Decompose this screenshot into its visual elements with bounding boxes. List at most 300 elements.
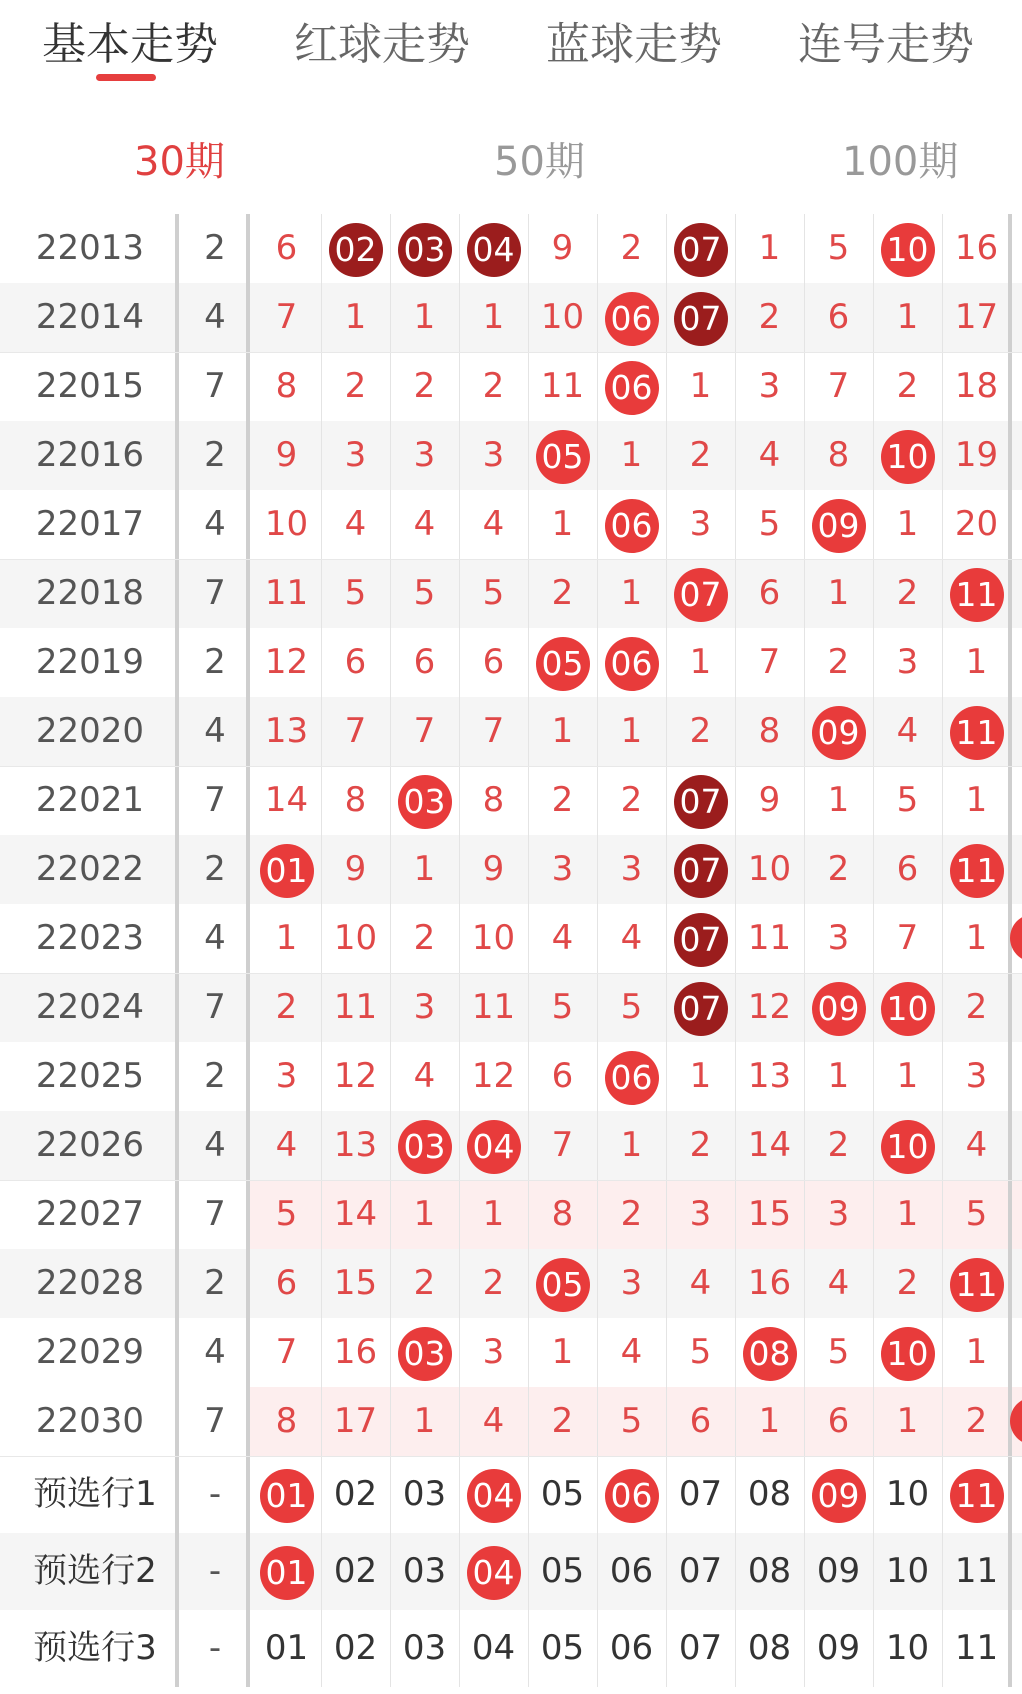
number-cell: 4	[965, 1125, 988, 1165]
sum-value: 4	[204, 1125, 226, 1165]
number-cell: 2	[482, 1263, 505, 1303]
table-row	[0, 559, 1022, 628]
number-cell[interactable]	[252, 1533, 321, 1610]
preselect-label: 预选行1	[33, 1474, 157, 1514]
column-divider	[321, 214, 322, 1687]
number-cell: 1	[827, 573, 850, 613]
column-divider	[528, 214, 529, 1687]
period-100[interactable]: 100期	[842, 139, 959, 185]
number-cell: 2	[275, 987, 298, 1027]
issue-number: 22017	[35, 504, 145, 544]
column-divider	[390, 214, 391, 1687]
number-cell: 11	[540, 366, 585, 406]
issue-number: 22021	[35, 780, 145, 820]
table-row	[0, 697, 1022, 766]
number-cell: 1	[413, 1401, 436, 1441]
number-cell: 5	[620, 987, 643, 1027]
number-cell[interactable]: 01	[264, 1628, 309, 1668]
repeat-hit-ball: 07	[674, 844, 728, 898]
number-cell: 3	[689, 1194, 712, 1234]
number-cell: 1	[827, 1056, 850, 1096]
issue-number: 22016	[35, 435, 145, 475]
issue-number: 22030	[35, 1401, 145, 1441]
hit-ball: 09	[812, 499, 866, 553]
number-cell: 11	[471, 987, 516, 1027]
number-cell: 3	[275, 1056, 298, 1096]
number-cell: 17	[333, 1401, 378, 1441]
sum-value: -	[208, 1628, 222, 1668]
issue-number: 22023	[35, 918, 145, 958]
group-divider	[0, 352, 1022, 353]
sum-value: 7	[204, 987, 226, 1027]
number-cell: 1	[758, 1401, 781, 1441]
number-cell: 12	[747, 987, 792, 1027]
number-cell: 4	[482, 1401, 505, 1441]
tab-red-ball-trend[interactable]: 红球走势	[294, 19, 470, 70]
sum-value: 7	[204, 366, 226, 406]
number-cell[interactable]: 07	[678, 1551, 723, 1591]
group-divider	[0, 1180, 1022, 1181]
hit-ball: 01	[260, 844, 314, 898]
number-cell: 4	[758, 435, 781, 475]
number-cell: 3	[551, 849, 574, 889]
number-cell: 1	[551, 1332, 574, 1372]
number-cell	[735, 1318, 804, 1387]
sum-value: 7	[204, 573, 226, 613]
issue-number: 22020	[35, 711, 145, 751]
tab-basic-trend[interactable]: 基本走势	[42, 19, 218, 70]
number-cell: 4	[413, 504, 436, 544]
number-cell: 8	[482, 780, 505, 820]
hit-ball: 05	[536, 430, 590, 484]
number-cell[interactable]: 10	[885, 1628, 930, 1668]
issue-number: 22029	[35, 1332, 145, 1372]
number-cell: 12	[471, 1056, 516, 1096]
number-cell	[942, 697, 1011, 766]
number-cell: 1	[413, 849, 436, 889]
number-cell: 5	[758, 504, 781, 544]
number-cell: 8	[344, 780, 367, 820]
number-cell: 14	[747, 1125, 792, 1165]
number-cell	[597, 352, 666, 421]
column-divider	[666, 214, 667, 1687]
sum-value: 2	[204, 228, 226, 268]
hit-ball: 01	[260, 1469, 314, 1523]
number-cell: 11	[264, 573, 309, 613]
column-divider	[597, 214, 598, 1687]
number-cell	[804, 490, 873, 559]
number-cell: 2	[689, 711, 712, 751]
number-cell: 2	[551, 1401, 574, 1441]
number-cell	[873, 1111, 942, 1180]
number-cell[interactable]: 02	[333, 1628, 378, 1668]
table-row	[0, 214, 1022, 283]
number-cell[interactable]: 10	[885, 1551, 930, 1591]
table-row	[0, 628, 1022, 697]
table-row	[0, 490, 1022, 559]
number-cell[interactable]: 08	[747, 1474, 792, 1514]
group-divider	[0, 973, 1022, 974]
number-cell: 1	[896, 1401, 919, 1441]
number-cell[interactable]: 05	[540, 1474, 585, 1514]
number-cell	[528, 1249, 597, 1318]
hit-ball: 10	[881, 430, 935, 484]
number-cell: 4	[344, 504, 367, 544]
number-cell: 1	[689, 366, 712, 406]
sum-value: 4	[204, 1332, 226, 1372]
table-row	[0, 1180, 1022, 1249]
number-cell	[252, 835, 321, 904]
number-cell: 1	[965, 1332, 988, 1372]
table-row	[0, 1387, 1022, 1456]
issue-number: 22027	[35, 1194, 145, 1234]
number-cell[interactable]: 08	[747, 1628, 792, 1668]
number-cell: 4	[551, 918, 574, 958]
number-cell[interactable]: 03	[402, 1628, 447, 1668]
number-cell: 3	[896, 642, 919, 682]
preselect-row	[0, 1456, 1022, 1533]
sum-value: 7	[204, 1401, 226, 1441]
number-cell[interactable]: 11	[954, 1551, 999, 1591]
number-cell	[597, 283, 666, 352]
number-cell: 10	[333, 918, 378, 958]
number-cell[interactable]: 07	[678, 1628, 723, 1668]
number-cell[interactable]: 06	[609, 1628, 654, 1668]
hit-ball: 04	[467, 1469, 521, 1523]
hit-ball: 09	[812, 1469, 866, 1523]
number-cell: 11	[333, 987, 378, 1027]
number-cell	[666, 904, 735, 973]
number-cell: 1	[689, 642, 712, 682]
table-row	[0, 1249, 1022, 1318]
hit-ball: 06	[605, 1051, 659, 1105]
number-cell[interactable]: 04	[471, 1628, 516, 1668]
number-cell	[528, 421, 597, 490]
number-cell[interactable]	[942, 1456, 1011, 1533]
number-cell: 7	[758, 642, 781, 682]
hit-ball: 04	[467, 1120, 521, 1174]
number-cell[interactable]	[597, 1456, 666, 1533]
number-cell: 5	[689, 1332, 712, 1372]
number-cell: 10	[264, 504, 309, 544]
sum-value: 2	[204, 642, 226, 682]
number-cell[interactable]: 09	[816, 1551, 861, 1591]
number-cell	[942, 1249, 1011, 1318]
hit-ball: 01	[260, 1546, 314, 1600]
hit-ball: 05	[536, 637, 590, 691]
issue-number: 22018	[35, 573, 145, 613]
number-cell: 6	[275, 1263, 298, 1303]
number-cell: 7	[344, 711, 367, 751]
number-cell: 5	[482, 573, 505, 613]
preselect-label: 预选行3	[33, 1628, 157, 1668]
number-cell: 13	[264, 711, 309, 751]
number-cell	[873, 214, 942, 283]
table-row	[0, 1318, 1022, 1387]
period-selector	[0, 120, 1022, 190]
hit-ball: 09	[812, 706, 866, 760]
hit-ball: 11	[950, 706, 1004, 760]
number-cell[interactable]	[459, 1456, 528, 1533]
column-divider	[735, 214, 736, 1687]
trend-table	[0, 214, 1022, 1694]
number-cell: 1	[482, 297, 505, 337]
sum-value: -	[208, 1551, 222, 1591]
number-cell[interactable]: 07	[678, 1474, 723, 1514]
number-cell: 1	[896, 1194, 919, 1234]
number-cell: 9	[758, 780, 781, 820]
number-cell: 2	[689, 1125, 712, 1165]
number-cell: 2	[965, 987, 988, 1027]
number-cell	[666, 214, 735, 283]
number-cell: 6	[689, 1401, 712, 1441]
number-cell: 5	[827, 1332, 850, 1372]
hit-ball: 10	[881, 1120, 935, 1174]
number-cell	[666, 835, 735, 904]
number-cell: 3	[413, 435, 436, 475]
number-cell: 2	[896, 366, 919, 406]
number-cell: 4	[620, 918, 643, 958]
number-cell: 2	[551, 780, 574, 820]
number-cell	[528, 628, 597, 697]
tab-blue-ball-trend[interactable]: 蓝球走势	[546, 19, 722, 70]
number-cell: 2	[965, 1401, 988, 1441]
number-cell: 1	[413, 297, 436, 337]
hit-ball: 07	[674, 568, 728, 622]
table-row	[0, 1042, 1022, 1111]
hit-ball: 06	[605, 361, 659, 415]
number-cell: 7	[482, 711, 505, 751]
number-cell: 4	[620, 1332, 643, 1372]
number-cell: 17	[954, 297, 999, 337]
number-cell: 1	[620, 1125, 643, 1165]
number-cell	[804, 973, 873, 1042]
number-cell: 18	[954, 366, 999, 406]
sum-value: 2	[204, 849, 226, 889]
number-cell: 1	[482, 1194, 505, 1234]
sum-value: 7	[204, 780, 226, 820]
number-cell: 1	[413, 1194, 436, 1234]
preselect-row	[0, 1610, 1022, 1687]
number-cell: 1	[551, 504, 574, 544]
number-cell: 6	[758, 573, 781, 613]
hit-ball: 03	[398, 1327, 452, 1381]
hit-ball: 10	[881, 1327, 935, 1381]
number-cell: 2	[413, 1263, 436, 1303]
number-cell: 2	[482, 366, 505, 406]
number-cell[interactable]: 02	[333, 1551, 378, 1591]
number-cell: 6	[896, 849, 919, 889]
issue-number: 22013	[35, 228, 145, 268]
number-cell: 7	[275, 1332, 298, 1372]
hit-ball: 06	[605, 499, 659, 553]
number-cell: 1	[827, 780, 850, 820]
number-cell: 1	[620, 573, 643, 613]
repeat-hit-ball: 02	[329, 223, 383, 277]
number-cell: 6	[275, 228, 298, 268]
sum-value: 2	[204, 1263, 226, 1303]
number-cell: 1	[896, 504, 919, 544]
column-divider	[804, 214, 805, 1687]
number-cell	[459, 1111, 528, 1180]
number-cell: 16	[333, 1332, 378, 1372]
hit-ball: 03	[398, 775, 452, 829]
number-cell	[390, 214, 459, 283]
number-cell: 6	[482, 642, 505, 682]
table-row	[0, 352, 1022, 421]
number-cell	[666, 973, 735, 1042]
number-cell: 3	[965, 1056, 988, 1096]
tab-consecutive-trend[interactable]: 连号走势	[798, 19, 974, 70]
number-cell: 10	[471, 918, 516, 958]
issue-number: 22014	[35, 297, 145, 337]
sum-value: 2	[204, 1056, 226, 1096]
sum-value: 7	[204, 1194, 226, 1234]
number-cell[interactable]	[252, 1456, 321, 1533]
number-cell[interactable]: 10	[885, 1474, 930, 1514]
number-cell: 1	[620, 435, 643, 475]
number-cell: 1	[896, 297, 919, 337]
number-cell: 3	[482, 1332, 505, 1372]
number-cell: 15	[747, 1194, 792, 1234]
number-cell: 3	[827, 918, 850, 958]
hit-ball: 11	[950, 1469, 1004, 1523]
column-divider	[175, 214, 179, 1687]
number-cell: 9	[482, 849, 505, 889]
sum-value: 4	[204, 711, 226, 751]
number-cell: 6	[344, 642, 367, 682]
number-cell	[873, 1318, 942, 1387]
number-cell	[942, 835, 1011, 904]
number-cell	[597, 1042, 666, 1111]
number-cell: 1	[965, 642, 988, 682]
number-cell[interactable]	[804, 1456, 873, 1533]
table-row	[0, 421, 1022, 490]
issue-number: 22024	[35, 987, 145, 1027]
number-cell[interactable]: 06	[609, 1551, 654, 1591]
number-cell: 3	[620, 1263, 643, 1303]
number-cell: 19	[954, 435, 999, 475]
number-cell: 6	[827, 1401, 850, 1441]
period-30[interactable]: 30期	[134, 139, 225, 185]
number-cell: 16	[747, 1263, 792, 1303]
number-cell: 5	[896, 780, 919, 820]
number-cell[interactable]: 05	[540, 1551, 585, 1591]
number-cell: 4	[482, 504, 505, 544]
column-divider	[246, 214, 250, 1687]
hit-ball: 03	[398, 1120, 452, 1174]
number-cell: 20	[954, 504, 999, 544]
hit-ball: 11	[950, 568, 1004, 622]
number-cell	[666, 766, 735, 835]
number-cell[interactable]: 03	[402, 1474, 447, 1514]
hit-ball: 11	[950, 844, 1004, 898]
sum-value: -	[208, 1474, 222, 1514]
number-cell: 12	[333, 1056, 378, 1096]
number-cell: 14	[264, 780, 309, 820]
issue-number: 22026	[35, 1125, 145, 1165]
repeat-hit-ball: 04	[467, 223, 521, 277]
sum-value: 4	[204, 297, 226, 337]
number-cell: 2	[413, 918, 436, 958]
preselect-label: 预选行2	[33, 1551, 157, 1591]
number-cell: 10	[540, 297, 585, 337]
number-cell: 3	[482, 435, 505, 475]
number-cell[interactable]	[459, 1533, 528, 1610]
number-cell[interactable]: 02	[333, 1474, 378, 1514]
number-cell: 8	[551, 1194, 574, 1234]
number-cell: 2	[344, 366, 367, 406]
number-cell	[597, 628, 666, 697]
number-cell: 1	[551, 711, 574, 751]
issue-number: 22028	[35, 1263, 145, 1303]
number-cell	[666, 559, 735, 628]
period-50[interactable]: 50期	[494, 139, 585, 185]
issue-number: 22015	[35, 366, 145, 406]
number-cell: 5	[620, 1401, 643, 1441]
hit-ball: 08	[743, 1327, 797, 1381]
hit-ball: 06	[605, 292, 659, 346]
number-cell	[597, 490, 666, 559]
hit-ball: 04	[467, 1546, 521, 1600]
hit-ball: 11	[950, 1258, 1004, 1312]
hit-ball: 06	[605, 637, 659, 691]
number-cell: 3	[413, 987, 436, 1027]
issue-number: 22019	[35, 642, 145, 682]
number-cell: 1	[344, 297, 367, 337]
issue-number: 22025	[35, 1056, 145, 1096]
table-row	[0, 835, 1022, 904]
number-cell[interactable]: 11	[954, 1628, 999, 1668]
number-cell[interactable]: 03	[402, 1551, 447, 1591]
group-divider	[0, 1456, 1022, 1457]
number-cell: 2	[620, 228, 643, 268]
number-cell[interactable]: 08	[747, 1551, 792, 1591]
number-cell: 8	[827, 435, 850, 475]
number-cell: 3	[689, 504, 712, 544]
repeat-hit-ball: 07	[674, 775, 728, 829]
number-cell: 1	[896, 1056, 919, 1096]
number-cell: 2	[413, 366, 436, 406]
number-cell[interactable]: 09	[816, 1628, 861, 1668]
column-divider	[873, 214, 874, 1687]
number-cell: 3	[827, 1194, 850, 1234]
number-cell: 9	[551, 228, 574, 268]
number-cell: 12	[264, 642, 309, 682]
number-cell: 4	[827, 1263, 850, 1303]
hit-ball: 10	[881, 982, 935, 1036]
number-cell: 1	[275, 918, 298, 958]
repeat-hit-ball: 07	[674, 223, 728, 277]
number-cell: 14	[333, 1194, 378, 1234]
number-cell: 8	[275, 366, 298, 406]
number-cell: 6	[827, 297, 850, 337]
number-cell: 3	[344, 435, 367, 475]
number-cell: 2	[620, 780, 643, 820]
repeat-hit-ball: 07	[674, 292, 728, 346]
number-cell: 13	[333, 1125, 378, 1165]
number-cell: 10	[747, 849, 792, 889]
number-cell: 11	[747, 918, 792, 958]
number-cell: 6	[551, 1056, 574, 1096]
active-tab-indicator	[96, 74, 156, 81]
number-cell	[666, 283, 735, 352]
number-cell: 7	[896, 918, 919, 958]
number-cell	[390, 1318, 459, 1387]
repeat-hit-ball: 07	[674, 913, 728, 967]
number-cell[interactable]: 05	[540, 1628, 585, 1668]
repeat-hit-ball: 03	[398, 223, 452, 277]
